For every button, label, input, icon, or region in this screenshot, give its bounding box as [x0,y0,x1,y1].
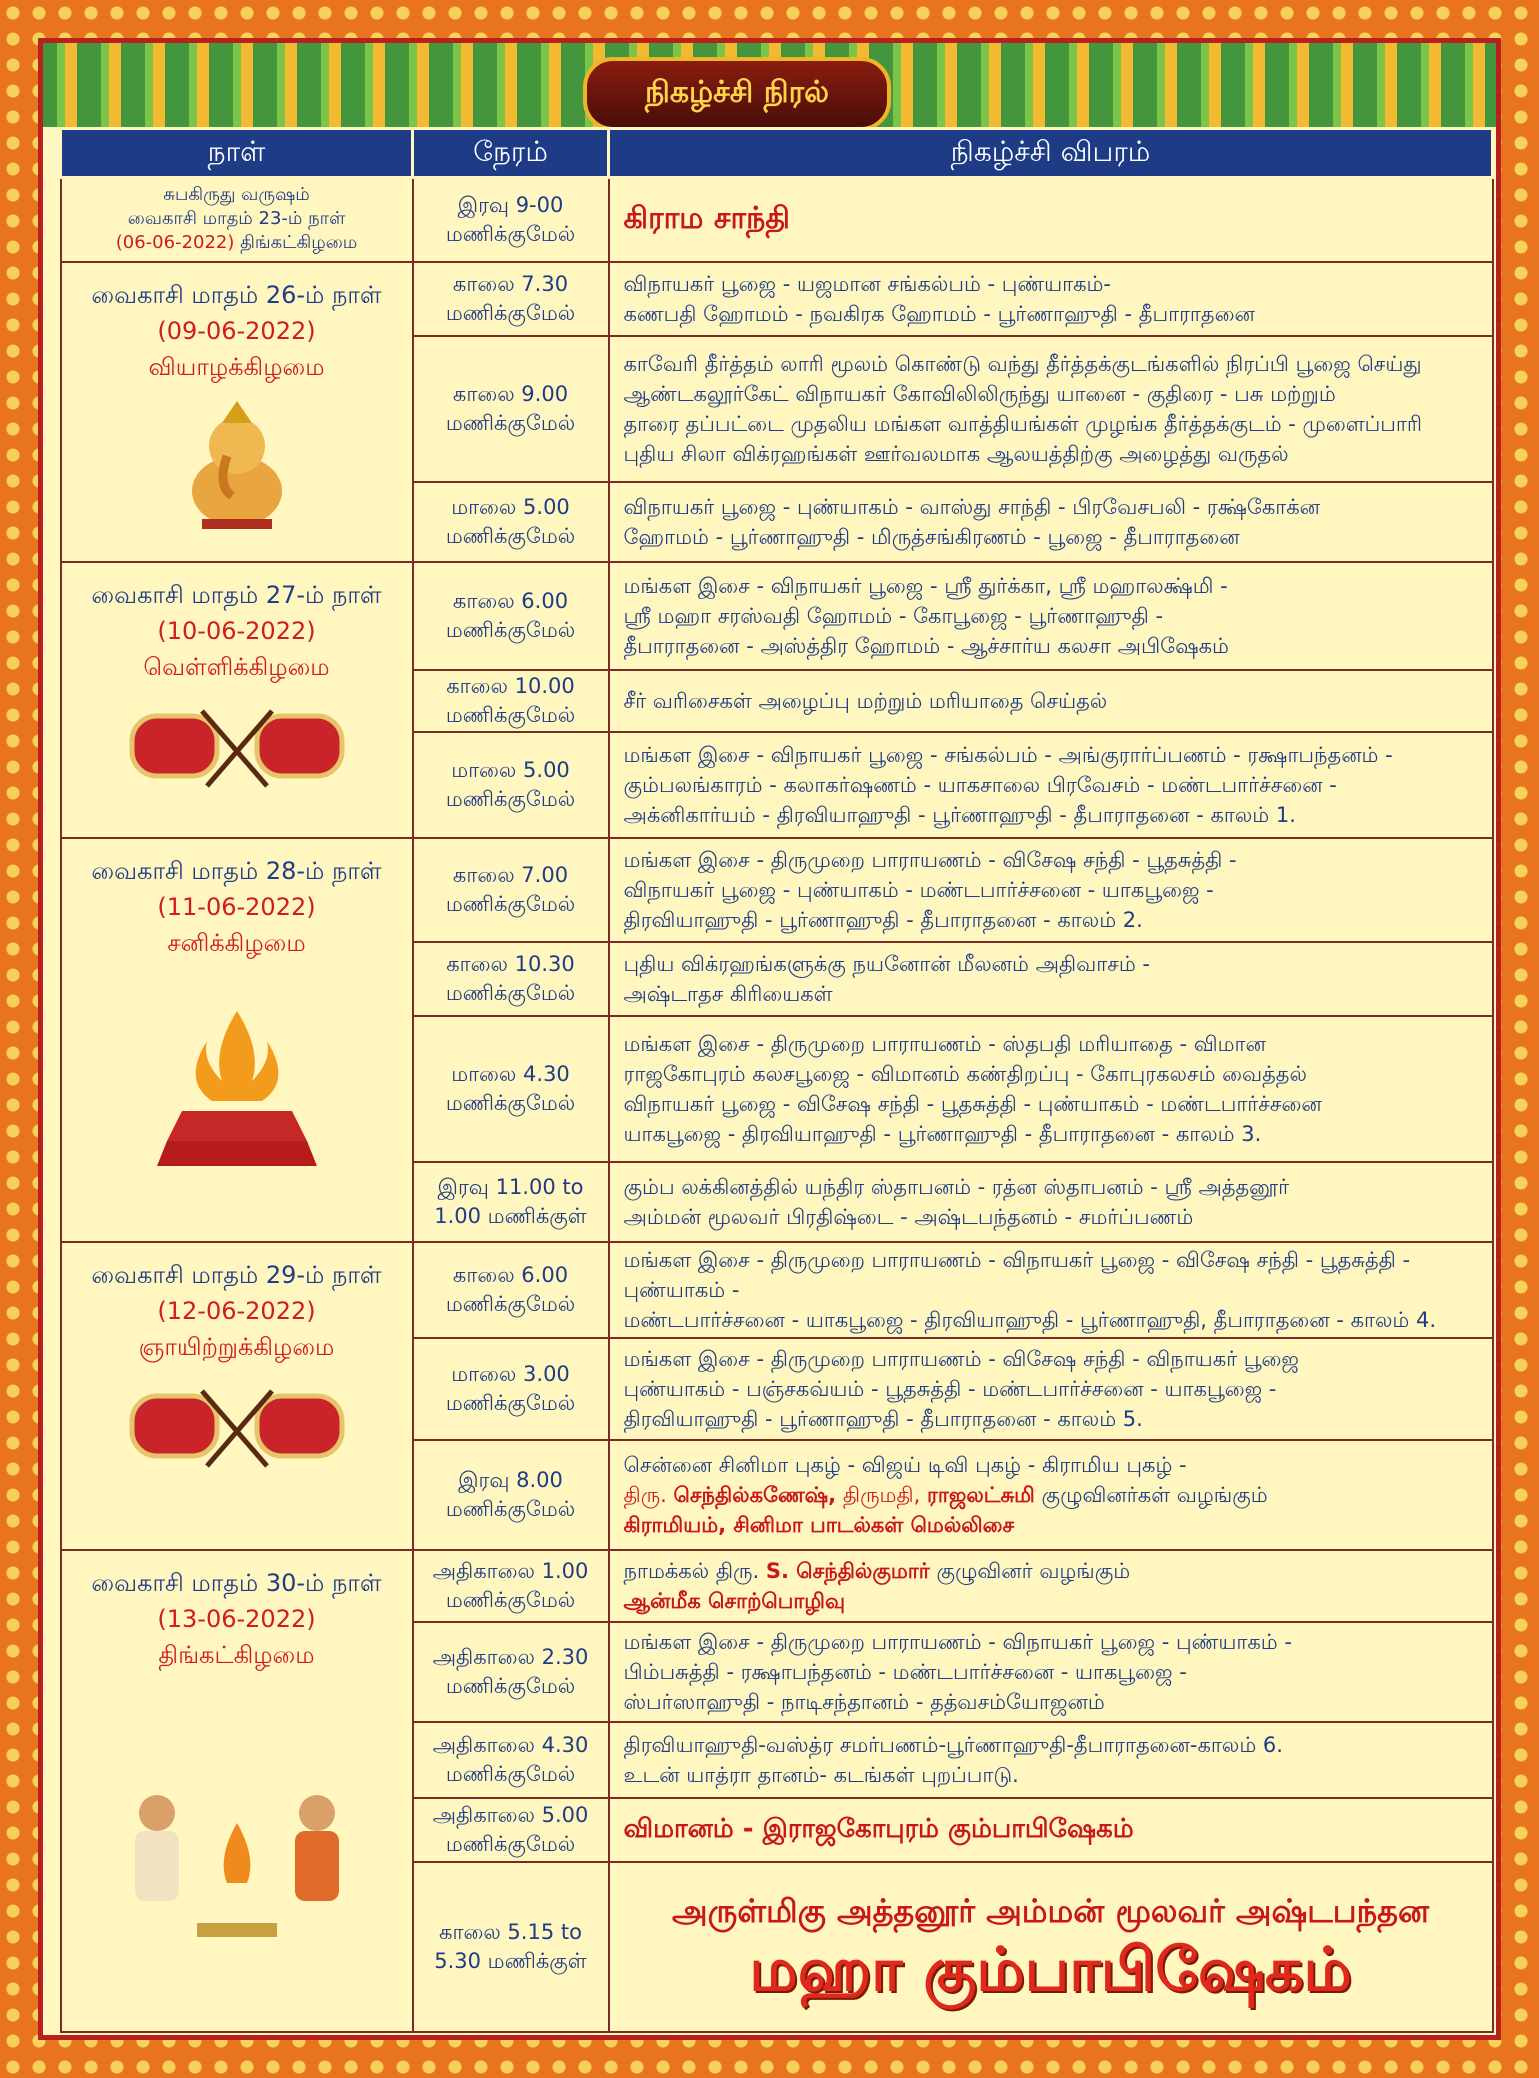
date-text: (09-06-2022) [157,316,316,345]
time-text: காலை 9.00 [452,381,569,406]
desc-line: விநாயகர் பூஜை - புண்யாகம் - வாஸ்து சாந்தி - பிரவேசபலி - ரக்ஷ்கோக்ன [623,494,1321,519]
day-cell [61,1242,413,1550]
date-text: (13-06-2022) [157,1604,316,1633]
day-cell [61,262,413,562]
desc-line: ஸ்பர்ஸாஹுதி - நாடிசந்தானம் - தத்வசம்யோஜனம் [623,1689,1105,1714]
time-suffix: மணிக்குமேல் [445,523,576,548]
desc-line: ஸ்ரீ மஹா சரஸ்வதி ஹோமம் - கோபூஜை - பூர்ணாஹுதி - [623,603,1164,628]
time-text: அதிகாலை 1.00 [432,1558,589,1583]
time-cell [413,1338,609,1440]
time-cell [413,942,609,1016]
time-suffix: மணிக்குமேல் [445,221,576,246]
time-cell [413,482,609,562]
header-details: நிகழ்ச்சி விபரம் [609,129,1493,178]
desc-cell [609,1440,1493,1550]
time-text: இரவு 8.00 [458,1467,563,1492]
performer-name: செந்தில்கணேஷ், [673,1482,837,1507]
desc-line: மண்டபார்ச்சனை - யாகபூஜை - திரவியாஹுதி - பூர்ணாஹுதி, தீபாராதனை - காலம் 4. [623,1307,1437,1332]
time-suffix: மணிக்குமேல் [445,1587,576,1612]
time-cell [413,1550,609,1622]
time-text: அதிகாலை 5.00 [432,1802,589,1827]
time-text: காலை 6.00 [452,588,569,613]
desc-cell [609,482,1493,562]
table-header [61,129,1493,178]
table-row [61,562,1493,670]
date-text: (12-06-2022) [157,1296,316,1325]
homa-fire-icon [152,1001,322,1171]
time-suffix: மணிக்குமேல் [445,702,576,727]
time-text: காலை 6.00 [452,1262,569,1287]
weekday-text: ஞாயிற்றுக்கிழமை [138,1332,335,1361]
time-suffix: மணிக்குமேல் [445,891,576,916]
desc-line [624,1556,1478,1586]
time-text: மாலை 5.00 [451,757,570,782]
schedule-table [59,127,1494,2033]
desc-line: கும்பலங்காரம் - கலாகர்ஷணம் - யாகசாலை பிரவேசம் - மண்டபார்ச்சனை - [623,772,1337,797]
desc-text: குழுவினர் வழங்கும் [936,1558,1131,1583]
time-suffix: மணிக்குமேல் [445,1673,576,1698]
desc-cell [609,262,1493,336]
day-cell [61,562,413,838]
desc-line: ஹோமம் - பூர்ணாஹுதி - மிருத்சங்கிரணம் - பூஜை - தீபாராதனை [623,524,1240,549]
desc-line: மங்கள இசை - திருமுறை பாராயணம் - விநாயகர் பூஜை - விசேஷ சந்தி - பூதசுத்தி - புண்யாகம் - [623,1247,1411,1302]
desc-line: கும்ப லக்கினத்தில் யந்திர ஸ்தாபனம் - ரத்ன ஸ்தாபனம் - ஸ்ரீ அத்தனூர் [623,1174,1290,1199]
desc-cell [609,1798,1493,1862]
desc-line: திரவியாஹுதி-வஸ்த்ர சமர்பணம்-பூர்ணாஹுதி-தீபாராதனை-காலம் 6. [623,1732,1283,1757]
finale-title: மஹா கும்பாபிஷேகம் [749,1934,1352,2005]
desc-line: சீர் வரிசைகள் அழைப்பு மற்றும் மரியாதை செய்தல் [623,688,1108,713]
desc-line: திரவியாஹுதி - பூர்ணாஹுதி - தீபாராதனை - காலம் 2. [623,907,1143,932]
time-text: மாலை 5.00 [451,494,570,519]
desc-cell [609,178,1493,262]
event-title: விமானம் - இராஜகோபுரம் கும்பாபிஷேகம் [623,1814,1134,1844]
time-text: இரவு 11.00 to [437,1174,584,1199]
time-cell [413,1440,609,1550]
header-time: நேரம் [413,129,609,178]
time-text: காலை 5.15 to [439,1919,582,1944]
desc-line: மங்கள இசை - திருமுறை பாராயணம் - ஸ்தபதி மரியாதை - விமான [623,1031,1266,1056]
ganesha-icon [177,401,297,531]
year-text: சுபகிருது வருஷம் [163,184,310,205]
event-title: கிராம சாந்தி [623,200,790,236]
desc-line: தாரை தப்பட்டை முதலிய மங்கள வாத்தியங்கள் முழங்க தீர்த்தக்குடம் - முளைப்பாரி [623,411,1423,436]
desc-cell [609,1338,1493,1440]
finale-subtitle: அருள்மிகு அத்தனூர் அம்மன் மூலவர் அஷ்டபந்தன [672,1891,1429,1930]
table-row [61,178,1493,262]
table-row [61,262,1493,336]
desc-line: கிராமியம், சினிமா பாடல்கள் மெல்லிசை [623,1512,1015,1537]
desc-line: மங்கள இசை - விநாயகர் பூஜை - சங்கல்பம் - அங்குரார்ப்பணம் - ரக்ஷாபந்தனம் - [623,742,1393,767]
table-row [61,1242,1493,1338]
desc-line: ஆன்மீக சொற்பொழிவு [623,1588,846,1613]
title-plate [583,57,891,131]
desc-line: அம்மன் மூலவர் பிரதிஷ்டை - அஷ்டபந்தனம் - சமர்ப்பணம் [623,1204,1194,1229]
drums-icon [122,1381,352,1471]
day-text: வைகாசி மாதம் 29-ம் நாள் [91,1260,382,1289]
date-text: (06-06-2022) [115,232,235,253]
time-suffix: மணிக்குமேல் [445,410,576,435]
desc-cell [609,838,1493,942]
time-cell [413,732,609,838]
desc-line: சென்னை சினிமா புகழ் - விஜய் டிவி புகழ் - கிராமிய புகழ் - [623,1452,1187,1477]
time-suffix: 5.30 மணிக்குள் [434,1948,587,1973]
desc-cell [609,1162,1493,1242]
time-text: காலை 10.00 [446,673,575,698]
time-cell [413,336,609,482]
desc-cell [609,942,1493,1016]
priests-homa-icon [117,1773,357,1953]
day-text: வைகாசி மாதம் 27-ம் நாள் [91,580,382,609]
time-suffix: மணிக்குமேல் [445,980,576,1005]
desc-line: புதிய சிலா விக்ரஹங்கள் ஊர்வலமாக ஆலயத்திற்கு அழைத்து வருதல் [623,441,1289,466]
desc-line: உடன் யாத்ரா தானம்- கடங்கள் புறப்பாடு. [623,1762,1019,1787]
day-text: வைகாசி மாதம் 30-ம் நாள் [91,1568,382,1597]
time-suffix: மணிக்குமேல் [445,1291,576,1316]
time-suffix: மணிக்குமேல் [445,1496,576,1521]
honorific: திரு. [623,1482,667,1507]
honorific: திருமதி, [842,1482,921,1507]
day-cell [61,178,413,262]
desc-text: குழுவினர்கள் வழங்கும் [1041,1482,1268,1507]
desc-line: திரவியாஹுதி - பூர்ணாஹுதி - தீபாராதனை - காலம் 5. [623,1406,1143,1431]
desc-line: அஷ்டாதச கிரியைகள் [623,981,833,1006]
desc-line: தீபாராதனை - அஸ்த்திர ஹோமம் - ஆச்சார்ய கலசா அபிஷேகம் [623,633,1229,658]
desc-line [624,1480,1478,1510]
page-title: நிகழ்ச்சி நிரல் [645,74,829,110]
time-text: காலை 7.30 [452,271,569,296]
time-cell [413,262,609,336]
time-suffix: 1.00 மணிக்குள் [434,1203,587,1228]
time-text: அதிகாலை 2.30 [432,1644,589,1669]
desc-line: அக்னிகார்யம் - திரவியாஹுதி - பூர்ணாஹுதி - தீபாராதனை - காலம் 1. [623,802,1296,827]
desc-cell [609,670,1493,732]
time-cell [413,1242,609,1338]
time-text: அதிகாலை 4.30 [432,1732,589,1757]
speaker-name: S. செந்தில்குமார் [765,1558,930,1583]
time-cell [413,670,609,732]
desc-text: நாமக்கல் திரு. [623,1558,760,1583]
time-text: மாலை 4.30 [451,1061,570,1086]
time-cell [413,1862,609,2032]
desc-line: மங்கள இசை - விநாயகர் பூஜை - ஸ்ரீ துர்க்கா, ஸ்ரீ மஹாலக்ஷ்மி - [623,573,1228,598]
desc-line: விநாயகர் பூஜை - விசேஷ சந்தி - பூதசுத்தி - புண்யாகம் - மண்டபார்ச்சனை [623,1091,1322,1116]
date-text: (11-06-2022) [157,892,316,921]
weekday-text: வெள்ளிக்கிழமை [143,652,330,681]
time-suffix: மணிக்குமேல் [445,617,576,642]
desc-cell [609,1550,1493,1622]
time-cell [413,1016,609,1162]
weekday-text: திங்கட்கிழமை [158,1640,315,1669]
time-suffix: மணிக்குமேல் [445,1090,576,1115]
time-text: இரவு 9-00 [457,192,564,217]
desc-line: விநாயகர் பூஜை - புண்யாகம் - மண்டபார்ச்சனை - யாகபூஜை - [623,877,1214,902]
desc-line: மங்கள இசை - திருமுறை பாராயணம் - விநாயகர் பூஜை - புண்யாகம் - [623,1629,1292,1654]
desc-line: கணபதி ஹோமம் - நவகிரக ஹோமம் - பூர்ணாஹுதி - தீபாராதனை [623,301,1255,326]
header-day: நாள் [61,129,413,178]
table-row [61,1550,1493,1622]
desc-cell [609,1242,1493,1338]
time-cell [413,562,609,670]
desc-line: விநாயகர் பூஜை - யஜமான சங்கல்பம் - புண்யாகம்- [623,271,1112,296]
weekday-text: திங்கட்கிழமை [240,232,358,253]
desc-line: புண்யாகம் - பஞ்சகவ்யம் - பூதசுத்தி - மண்டபார்ச்சனை - யாகபூஜை - [623,1376,1277,1401]
desc-line: மங்கள இசை - திருமுறை பாராயணம் - விசேஷ சந்தி - பூதசுத்தி - [623,847,1237,872]
day-text: வைகாசி மாதம் 23-ம் நாள் [127,208,346,229]
performer-name: ராஜலட்சுமி [927,1482,1035,1507]
desc-line: ராஜகோபுரம் கலசபூஜை - விமானம் கண்திறப்பு - கோபுரகலசம் வைத்தல் [623,1061,1307,1086]
time-suffix: மணிக்குமேல் [445,786,576,811]
day-cell [61,838,413,1242]
day-text: வைகாசி மாதம் 28-ம் நாள் [91,856,382,885]
time-text: காலை 10.30 [446,951,575,976]
time-text: மாலை 3.00 [451,1361,570,1386]
desc-cell [609,1722,1493,1798]
day-cell [61,1550,413,2032]
day-text: வைகாசி மாதம் 26-ம் நாள் [91,280,382,309]
time-cell [413,1798,609,1862]
weekday-text: வியாழக்கிழமை [148,352,325,381]
desc-cell [609,1622,1493,1722]
time-cell [413,1722,609,1798]
desc-line: காவேரி தீர்த்தம் லாரி மூலம் கொண்டு வந்து தீர்த்தக்குடங்களில் நிரப்பி பூஜை செய்து [623,351,1422,376]
weekday-text: சனிக்கிழமை [167,928,306,957]
time-suffix: மணிக்குமேல் [445,300,576,325]
desc-line: பிம்பசுத்தி - ரக்ஷாபந்தனம் - மண்டபார்ச்சனை - யாகபூஜை - [623,1659,1187,1684]
time-cell [413,838,609,942]
desc-cell [609,336,1493,482]
desc-cell [609,732,1493,838]
table-row [61,838,1493,942]
time-cell [413,1622,609,1722]
time-text: காலை 7.00 [452,862,569,887]
desc-cell [609,562,1493,670]
time-cell [413,1162,609,1242]
schedule-panel [38,38,1501,2040]
desc-cell [609,1862,1493,2032]
time-cell [413,178,609,262]
desc-cell [609,1016,1493,1162]
drums-icon [122,701,352,791]
desc-line: புதிய விக்ரஹங்களுக்கு நயனோன் மீலனம் அதிவாசம் - [623,951,1150,976]
time-suffix: மணிக்குமேல் [445,1390,576,1415]
desc-line: ஆண்டகலூர்கேட் விநாயகர் கோவிலிலிருந்து யானை - குதிரை - பசு மற்றும் [623,381,1336,406]
desc-line: மங்கள இசை - திருமுறை பாராயணம் - விசேஷ சந்தி - விநாயகர் பூஜை [623,1346,1299,1371]
time-suffix: மணிக்குமேல் [445,1761,576,1786]
date-text: (10-06-2022) [157,616,316,645]
desc-line: யாகபூஜை - திரவியாஹுதி - பூர்ணாஹுதி - தீபாராதனை - காலம் 3. [623,1121,1262,1146]
time-suffix: மணிக்குமேல் [445,1831,576,1856]
